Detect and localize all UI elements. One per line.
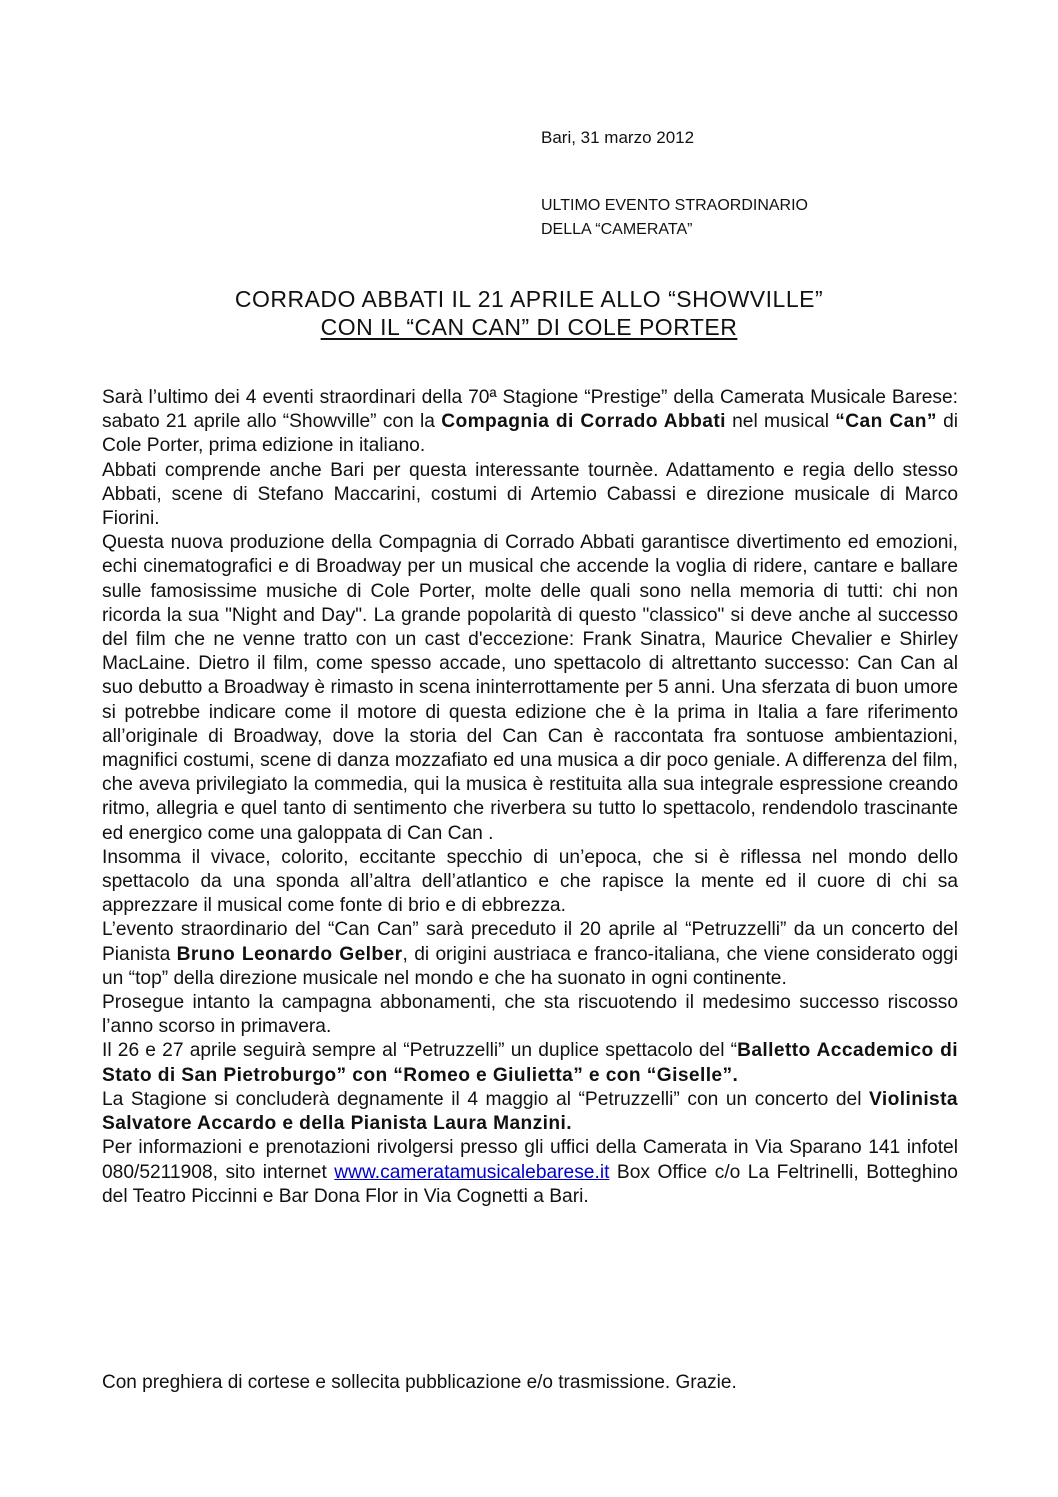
- paragraph-3: Questa nuova produzione della Compagnia di Corrado Abbati garantisce divertimento ed emozioni, echi cinematografici e di Broadway per un musical che accende la voglia di ridere, cantare e ballare sulle famosissime musiche di Cole Porter, molte delle quali sono nella memoria di tutti: chi non ricorda la sua "Night and Day". La grande popolarità di questo "classico" si deve anche al successo del film che ne venne tratto con un cast d'eccezione: Frank Sinatra, Maurice Chevalier e Shirley MacLaine. Dietro il film, come spesso accade, uno spettacolo di altrettanto successo: Can Can al suo debutto a Broadway è rimasto in scena ininterrottamente per 5 anni. Una sferzata di buon umore si potrebbe indicare come il motore di questa edizione che è la prima in Italia a fare riferimento all’originale di Broadway, dove la storia del Can Can è raccontata fra sontuose ambientazioni, magnifici costumi, scene di danza mozzafiato ed una musica a dir poco geniale. A differenza del film, che aveva privilegiato la commedia, qui la musica è restituita alla sua integrale espressione creando ritmo, allegria e quel tanto di sentimento che riverbera su tutto lo spettacolo, rendendolo trascinante ed energico come una galoppata di Can Can .: [102, 532, 958, 844]
- paragraph-1-text-a: Sarà l’ultimo dei 4 eventi straordinari della 70ª Stagione “Prestige” della Camerata Musicale Barese: sabato 21 aprile allo “Showville” con la: [102, 387, 958, 433]
- paragraph-1-text-c: nel musical: [725, 411, 836, 433]
- headline-line-1: CORRADO ABBATI IL 21 APRILE ALLO “SHOWVILLE”: [234, 286, 824, 312]
- article-body: [102, 386, 958, 1209]
- paragraph-2: Abbati comprende anche Bari per questa interessante tournèe. Adattamento e regia dello stesso Abbati, scene di Stefano Maccarini, costumi di Artemio Cabassi e direzione musicale di Marco Fiorini.: [102, 459, 958, 530]
- paragraph-7: [102, 1039, 958, 1087]
- paragraph-5: [102, 918, 958, 991]
- paragraph-9: [102, 1136, 958, 1209]
- kicker-line-1: ULTIMO EVENTO STRAORDINARIO: [541, 197, 808, 214]
- headline-line-2: CON IL “CAN CAN” DI COLE PORTER: [320, 314, 738, 340]
- paragraph-6: Prosegue intanto la campagna abbonamenti, che sta riscuotendo il medesimo successo riscosso l’anno scorso in primavera.: [102, 992, 958, 1038]
- paragraph-1-text-d: di Cole Porter, prima edizione in italiano.: [102, 411, 959, 457]
- paragraph-8: [102, 1088, 958, 1136]
- paragraph-9-text-c: Box Office c/o La Feltrinelli, Botteghino del Teatro Piccinni e Bar Dona Flor in Via Cognetti a Bari.: [102, 1161, 958, 1207]
- pianist-name: Bruno Leonardo Gelber: [176, 943, 403, 965]
- kicker-line-2: DELLA “CAMERATA”: [541, 221, 693, 238]
- event-kicker: [541, 194, 808, 242]
- paragraph-8-text-a: La Stagione si concluderà degnamente il 4 maggio al “Petruzzelli” con un concerto del: [102, 1088, 870, 1110]
- company-name: Compagnia di Corrado Abbati: [441, 411, 726, 433]
- paragraph-5-text-a: L’evento straordinario del “Can Can” sarà preceduto il 20 aprile al “Petruzzelli” da un concerto del Pianista: [102, 919, 958, 965]
- headline: [102, 285, 956, 341]
- paragraph-7-text-a: Il 26 e 27 aprile seguirà sempre al “Petruzzelli” un duplice spettacolo del “: [102, 1040, 738, 1062]
- violinist-name: Violinista Salvatore Accardo e della Pianista Laura Manzini.: [102, 1088, 958, 1135]
- closing-line: Con preghiera di cortese e sollecita pubblicazione e/o trasmissione. Grazie.: [102, 1372, 737, 1393]
- ballet-name: Balletto Accademico di Stato di San Pietroburgo” con “Romeo e Giulietta” e con “Giselle”.: [102, 1040, 958, 1086]
- website-link[interactable]: www.cameratamusicalebarese.it: [334, 1161, 610, 1183]
- paragraph-5-text-c: , di origini austriaca e franco-italiana, che viene considerato oggi un “top” della direzione musicale nel mondo e che ha suonato in ogni continente.: [102, 943, 958, 989]
- document-date: Bari, 31 marzo 2012: [541, 128, 695, 147]
- paragraph-1: [102, 386, 958, 459]
- musical-title: “Can Can”: [835, 411, 937, 433]
- paragraph-9-text-a: Per informazioni e prenotazioni rivolgersi presso gli uffici della Camerata in Via Sparano 141 infotel 080/5211908, sito internet: [102, 1137, 958, 1183]
- paragraph-4: Insomma il vivace, colorito, eccitante specchio di un’epoca, che si è riflessa nel mondo dello spettacolo da una sponda all’altra dell’atlantico e che rapisce la mente ed il cuore di chi sa apprezzare il musical come fonte di brio e di ebbrezza.: [102, 846, 958, 917]
